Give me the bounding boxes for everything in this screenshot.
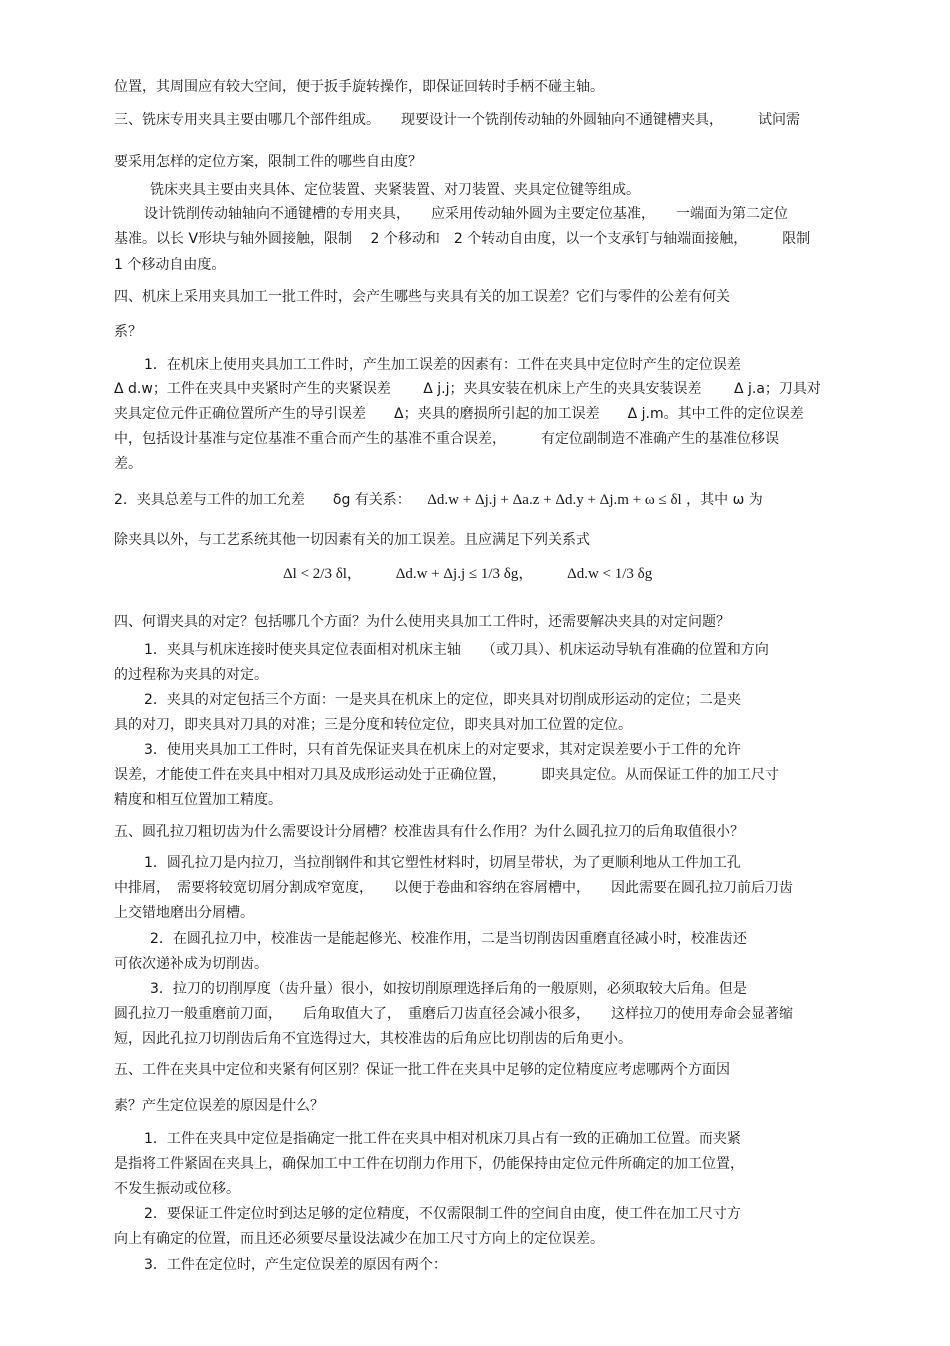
answer-5-2-line-1: 2．在圆孔拉刀中，校准齿一是能起修光、校准作用，二是当切削齿因重磨直径减小时，校准齿还	[150, 931, 747, 947]
answer-5-1-line-2: 中排屑， 需要将较宽切屑分割成窄宽度， 以便于卷曲和容纳在容屑槽中， 因此需要在圆孔拉刀前后刀齿	[114, 880, 793, 896]
answer-5-3-line-3: 短，因此孔拉刀切削齿后角不宜选得过大，其校准齿的后角应比切削齿的后角更小。	[114, 1031, 632, 1047]
answer-4b-3-line-2: 误差，才能使工件在夹具中相对刀具及成形运动处于正确位置， 即夹具定位。从而保证工件的加工尺寸	[114, 767, 779, 783]
answer-3-line-1: 铣床夹具主要由夹具体、定位装置、夹紧装置、对刀装置、夹具定位键等组成。	[150, 182, 640, 198]
question-5b-line-2: 素？产生定位误差的原因是什么？	[114, 1098, 324, 1114]
answer-5b-2-line-1: 2．要保证工件定位时到达足够的定位精度，不仅需限制工件的空间自由度，使工件在加工尺寸方	[144, 1206, 741, 1222]
question-5: 五、圆孔拉刀粗切齿为什么需要设计分屑槽？校准齿具有什么作用？为什么圆孔拉刀的后角取值很小？	[114, 824, 744, 840]
answer-5-1-line-3: 上交错地磨出分屑槽。	[114, 905, 254, 921]
text-line: 位置，其周围应有较大空间，便于扳手旋转操作，即保证回转时手柄不碰主轴。	[114, 79, 604, 95]
question-4-line-2: 系？	[114, 324, 142, 340]
formula-3: Δd.w < 1/3 δg	[567, 566, 653, 582]
answer-3-line-2: 设计铣削传动轴轴向不通键槽的专用夹具， 应采用传动轴外圆为主要定位基准， 一端面为第二定位	[144, 206, 788, 222]
answer-4-1-line-5: 差。	[114, 456, 142, 472]
answer-4-1-line-3: 夹具定位元件正确位置所产生的导引误差 Δ；夹具的磨损所引起的加工误差 Δ j.m。其中工件的定位误差	[114, 406, 804, 422]
answer-5b-1-line-2: 是指将工件紧固在夹具上，确保加工中工件在切削力作用下，仍能保持由定位元件所确定的加工位置，	[114, 1156, 744, 1172]
question-3-line-1: 三、铣床专用夹具主要由哪几个部件组成。 现要设计一个铣削传动轴的外圆轴向不通键槽夹具， 试问需	[114, 112, 800, 128]
answer-5b-1-line-3: 不发生振动或位移。	[114, 1181, 240, 1197]
answer-4b-3-line-1: 3．使用夹具加工工件时，只有首先保证夹具在机床上的对定要求，其对定误差要小于工件的允许	[144, 742, 741, 758]
answer-4-2-suffix: ，其中 ω 为	[686, 492, 763, 508]
answer-3-line-3: 基准。以长 V形块与轴外圆接触，限制 2 个移动和 2 个转动自由度，以一个支承钉与轴端面接触， 限制	[114, 231, 811, 247]
answer-4-2-prefix: 2．夹具总差与工件的加工允差 δg 有关系：	[114, 492, 411, 508]
answer-5b-3-line-1: 3．工件在定位时，产生定位误差的原因有两个：	[144, 1257, 447, 1273]
formula-1: Δl < 2/3 δl，	[283, 566, 362, 582]
formula-2: Δd.w + Δj.j ≤ 1/3 δg，	[395, 566, 534, 582]
answer-3-line-4: 1 个移动自由度。	[114, 257, 226, 273]
answer-5-3-line-1: 3．拉刀的切削厚度（齿升量）很小，如按切削原理选择后角的一般原则，必须取较大后角。但是	[150, 981, 747, 997]
answer-5-2-line-2: 可依次递补成为切削齿。	[114, 956, 268, 972]
answer-4-2-line-1	[114, 491, 763, 509]
tolerance-inequality: Δd.w + Δj.j + Δa.z + Δd.y + Δj.m + ω ≤ δl	[427, 492, 682, 508]
question-5b-line-1: 五、工件在夹具中定位和夹紧有何区别？保证一批工件在夹具中足够的定位精度应考虑哪两个方面因	[114, 1062, 730, 1078]
question-3-line-2: 要采用怎样的定位方案，限制工件的哪些自由度？	[114, 154, 422, 170]
answer-4-2-line-2: 除夹具以外，与工艺系统其他一切因素有关的加工误差。且应满足下列关系式	[114, 532, 590, 548]
answer-5b-1-line-1: 1．工件在夹具中定位是指确定一批工件在夹具中相对机床刀具占有一致的正确加工位置。而夹紧	[144, 1131, 741, 1147]
answer-4b-2-line-1: 2．夹具的对定包括三个方面：一是夹具在机床上的定位，即夹具对切削成形运动的定位；二是夹	[144, 692, 741, 708]
answer-4b-3-line-3: 精度和相互位置加工精度。	[114, 792, 282, 808]
answer-5-1-line-1: 1．圆孔拉刀是内拉刀，当拉削钢件和其它塑性材料时，切屑呈带状，为了更顺利地从工件加工孔	[144, 855, 741, 871]
answer-5-3-line-2: 圆孔拉刀一般重磨前刀面， 后角取值大了， 重磨后刀齿直径会减小很多， 这样拉刀的使用寿命会显著缩	[114, 1006, 793, 1022]
formula-row	[283, 562, 682, 583]
answer-5b-2-line-2: 向上有确定的位置，而且还必须要尽量设法减少在加工尺寸方向上的定位误差。	[114, 1231, 604, 1247]
answer-4-1-line-4: 中，包括设计基准与定位基准不重合而产生的基准不重合误差， 有定位副制造不准确产生的基准位移误	[114, 431, 779, 447]
question-4b: 四、何谓夹具的对定？包括哪几个方面？为什么使用夹具加工工件时，还需要解决夹具的对定问题？	[114, 614, 730, 630]
answer-4-1-line-2: Δ d.w；工件在夹具中夹紧时产生的夹紧误差 Δ j.j；夹具安装在机床上产生的夹具安装误差 Δ j.a；刀具对	[114, 381, 821, 397]
answer-4b-1-line-1: 1．夹具与机床连接时使夹具定位表面相对机床主轴 （或刀具）、机床运动导轨有准确的位置和方向	[144, 642, 769, 658]
question-4-line-1: 四、机床上采用夹具加工一批工件时，会产生哪些与夹具有关的加工误差？它们与零件的公差有何关	[114, 289, 730, 305]
answer-4b-2-line-2: 具的对刀，即夹具对刀具的对准；三是分度和转位定位，即夹具对加工位置的定位。	[114, 717, 632, 733]
answer-4-1-line-1: 1．在机床上使用夹具加工工件时，产生加工误差的因素有：工件在夹具中定位时产生的定位误差	[144, 357, 741, 373]
answer-4b-1-line-2: 的过程称为夹具的对定。	[114, 667, 268, 683]
